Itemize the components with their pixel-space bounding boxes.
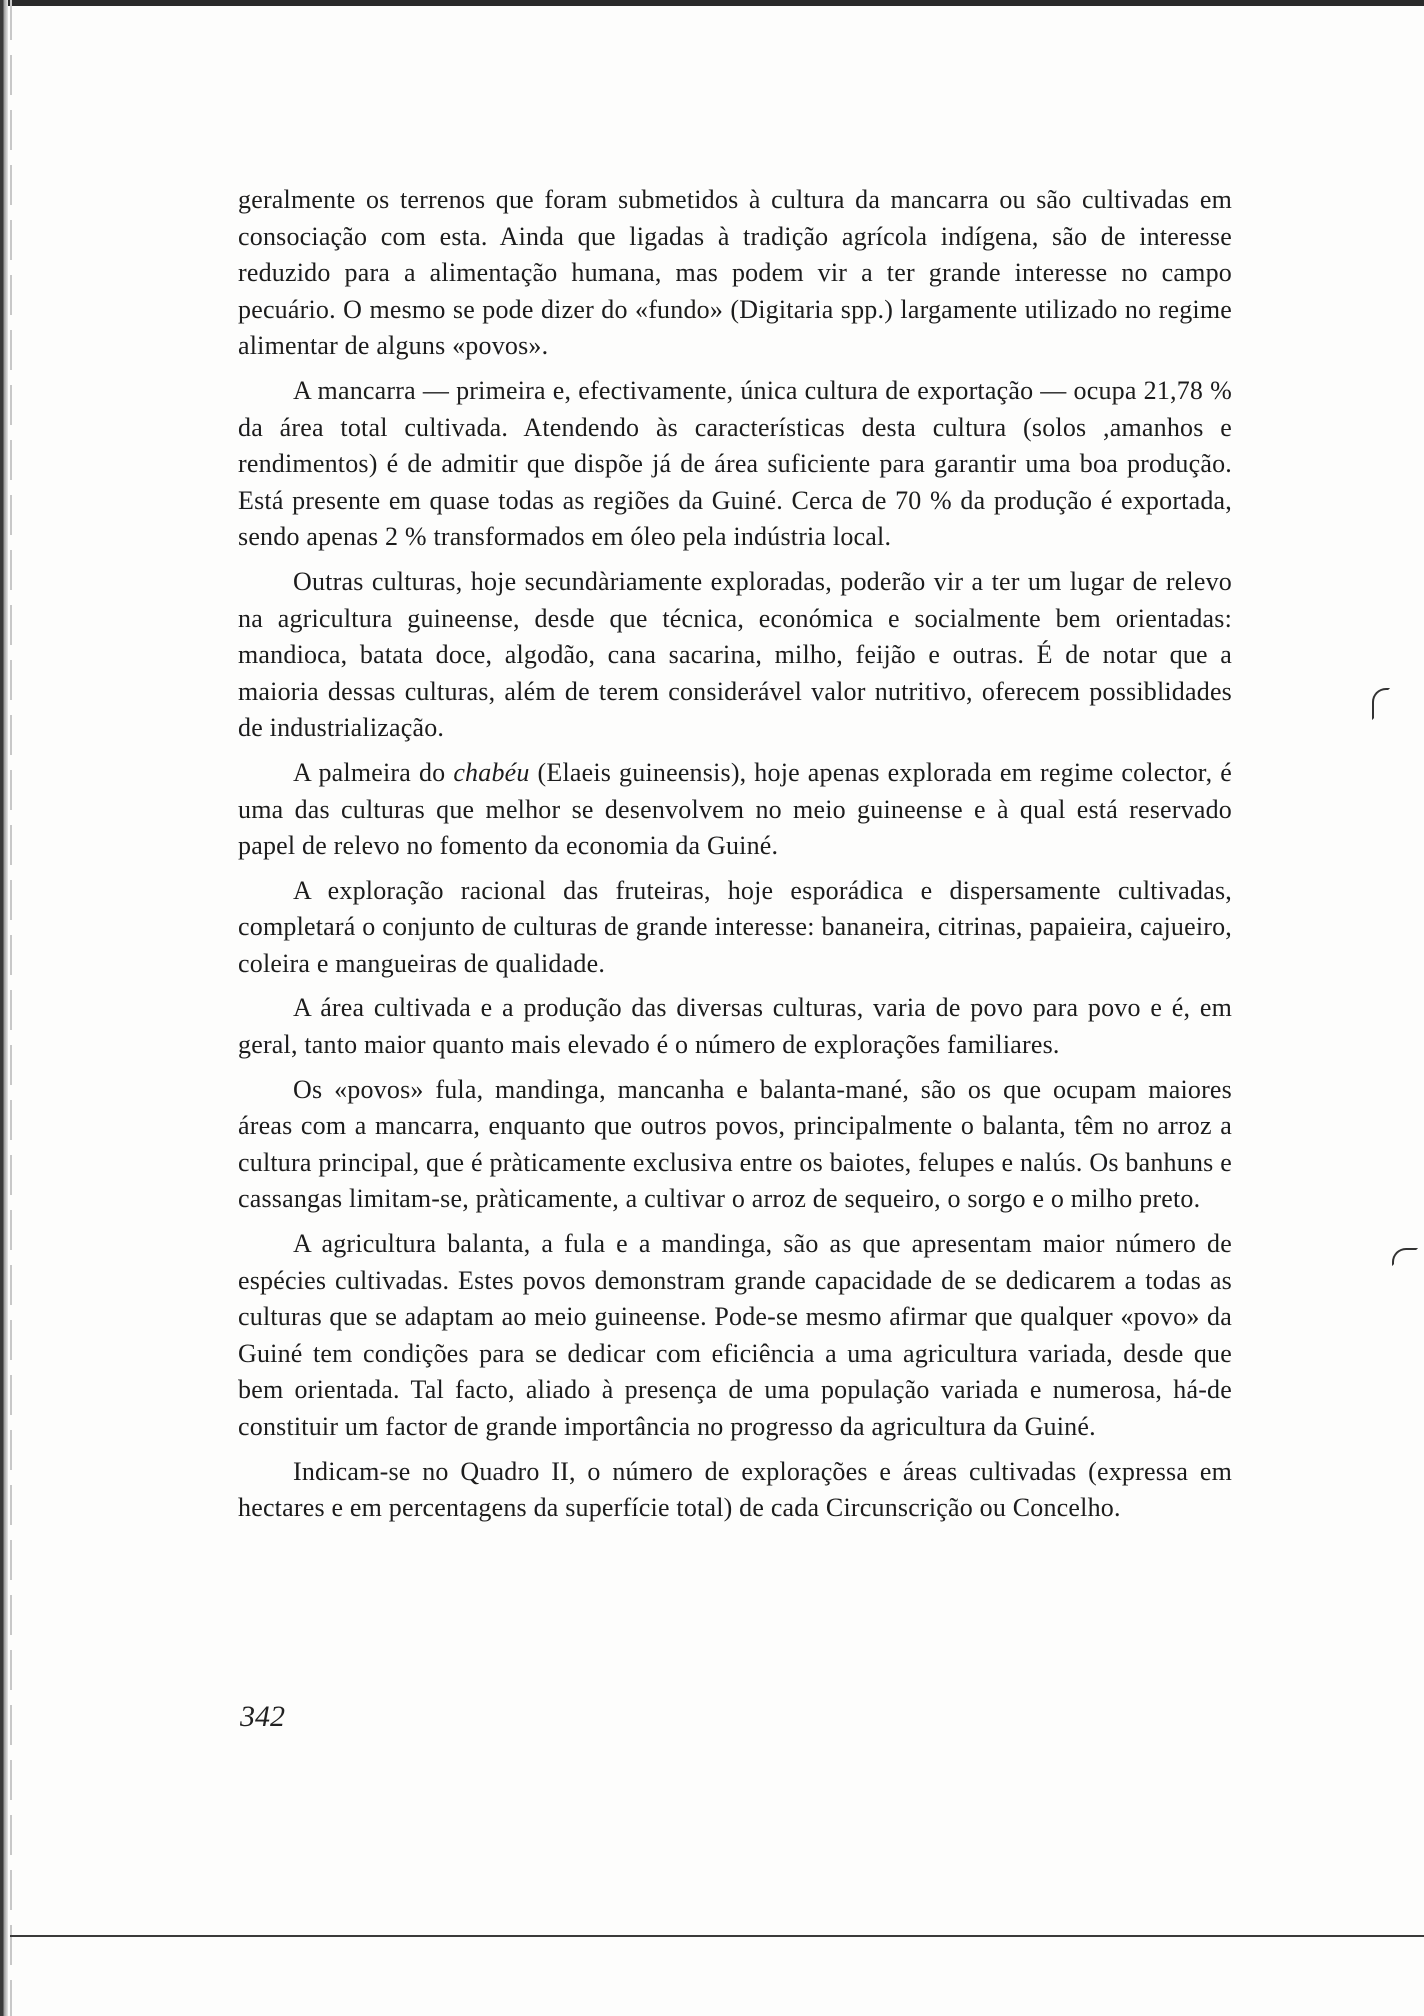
paragraph-5: A exploração racional das fruteiras, hoje esporádica e dispersamente cultivadas, completará o conjunto de culturas de grande interesse: bananeira, citrinas, papaieira, cajueiro, coleira e mangueiras de qualidade.: [238, 875, 1232, 978]
paragraph-7: Os «povos» fula, mandinga, mancanha e balanta-mané, são os que ocupam maiores áreas com a mancarra, enquanto que outros povos, principalmente o balanta, têm no arroz a cultura principal, que é pràticamente exclusiva entre os baiotes, felupes e nalús. Os banhuns e cassangas limitam-se, pràticamente, a cultivar o arroz de sequeiro, o sorgo e o milho preto.: [238, 1074, 1232, 1214]
margin-mark: [1372, 688, 1390, 720]
scan-binding-shadow: [10, 0, 12, 2016]
body-text: [238, 182, 1232, 1535]
paragraph-2: A mancarra — primeira e, efectivamente, única cultura de exportação — ocupa 21,78 % da área total cultivada. Atendendo às características desta cultura (solos ,amanhos e rendimentos) é de admitir que dispõe já de área suficiente para garantir uma boa produção. Está presente em quase todas as regiões da Guiné. Cerca de 70 % da produção é exportada, sendo apenas 2 % transformados em óleo pela indústria local.: [238, 375, 1232, 552]
scan-top-edge: [0, 0, 1424, 6]
paragraph-3: Outras culturas, hoje secundàriamente exploradas, poderão vir a ter um lugar de relevo na agricultura guineense, desde que técnica, económica e socialmente bem orientadas: mandioca, batata doce, algodão, cana sacarina, milho, feijão e outras. É de notar que a maioria dessas culturas, além de terem considerável valor nutritivo, oferecem possiblidades de industrialização.: [238, 566, 1232, 743]
chabeu-term: chabéu: [453, 757, 530, 787]
paragraph-6: A área cultivada e a produção das diversas culturas, varia de povo para povo e é, em geral, tanto maior quanto mais elevado é o número de explorações familiares.: [238, 993, 1232, 1060]
paragraph-8: A agricultura balanta, a fula e a mandinga, são as que apresentam maior número de espécies cultivadas. Estes povos demonstram grande capacidade de se dedicarem a todas as culturas que se adaptam ao meio guineense. Pode-se mesmo afirmar que qualquer «povo» da Guiné tem condições para se dedicar com eficiência a uma agricultura variada, desde que bem orientada. Tal facto, aliado à presença de uma população variada e numerosa, há-de constituir um factor de grande importância no progresso da agricultura da Guiné.: [238, 1229, 1232, 1441]
page-number: 342: [240, 1700, 285, 1733]
scan-bottom-edge: [10, 1935, 1424, 1937]
paragraph-9: Indicam-se no Quadro II, o número de explorações e áreas cultivadas (expressa em hectares e em percentagens da superfície total) de cada Circunscrição ou Concelho.: [238, 1456, 1232, 1523]
paragraph-1: geralmente os terrenos que foram submetidos à cultura da mancarra ou são cultivadas em consociação com esta. Ainda que ligadas à tradição agrícola indígena, são de interesse reduzido para a alimentação humana, mas podem vir a ter grande interesse no campo pecuário. O mesmo se pode dizer do «fundo» (Digitaria spp.) largamente utilizado no regime alimentar de alguns «povos».: [238, 185, 1232, 361]
margin-mark: [1392, 1248, 1418, 1266]
scan-left-edge: [0, 0, 8, 2016]
paragraph-4: A palmeira do chabéu (Elaeis guineensis), hoje apenas explorada em regime colector, é uma das culturas que melhor se desenvolvem no meio guineense e à qual está reservado papel de relevo no fomento da economia da Guiné.: [238, 757, 1232, 861]
